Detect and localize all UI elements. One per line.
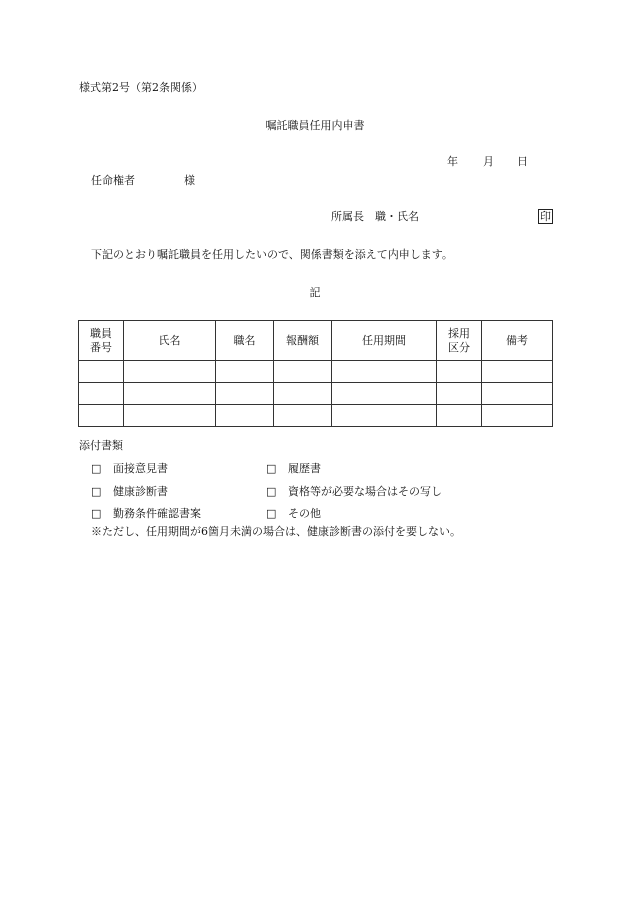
table-cell[interactable] [482, 405, 553, 427]
table-cell[interactable] [332, 383, 437, 405]
attachment-item-other[interactable] [266, 507, 321, 521]
table-cell[interactable] [332, 405, 437, 427]
table-cell[interactable] [79, 383, 124, 405]
attachments-heading: 添付書類 [79, 439, 123, 452]
table-cell[interactable] [274, 405, 332, 427]
table-cell[interactable] [437, 405, 482, 427]
page-title: 嘱託職員任用内申書 [265, 119, 365, 132]
table-cell[interactable] [124, 361, 216, 383]
attachment-item-qualification-copy[interactable] [266, 485, 442, 499]
attachments-note: ※ただし、任用期間が6箇月未満の場合は、健康診断書の添付を要しない。 [91, 525, 461, 538]
form-number: 様式第2号（第2条関係） [79, 81, 203, 94]
checkbox-icon[interactable]: □ [91, 485, 102, 498]
attachment-item-working-conditions[interactable] [91, 507, 201, 521]
date-month-label: 月 [483, 155, 494, 168]
column-header-hiring-category: 採用 区分 [437, 321, 482, 361]
table-cell[interactable] [437, 361, 482, 383]
column-header-remuneration: 報酬額 [274, 321, 332, 361]
attachment-label: 勤務条件確認書案 [113, 507, 201, 520]
attachment-item-health-certificate[interactable] [91, 485, 168, 499]
table-cell[interactable] [332, 361, 437, 383]
attachment-label: 資格等が必要な場合はその写し [288, 485, 442, 498]
table-cell[interactable] [216, 383, 274, 405]
roster-table [78, 320, 553, 427]
attachment-label: 履歴書 [288, 462, 321, 475]
intro-text: 下記のとおり嘱託職員を任用したいので、関係書類を添えて内申します。 [91, 248, 453, 261]
checkbox-icon[interactable]: □ [91, 462, 102, 475]
checkbox-icon[interactable]: □ [266, 485, 277, 498]
table-header-row [79, 321, 553, 361]
table-cell[interactable] [216, 361, 274, 383]
table-cell[interactable] [216, 405, 274, 427]
seal-mark: 印 [540, 210, 551, 223]
date-year-label: 年 [447, 155, 458, 168]
table-row [79, 383, 553, 405]
table-cell[interactable] [482, 383, 553, 405]
date-day-label: 日 [517, 155, 528, 168]
addressee-honorific: 様 [184, 174, 195, 187]
table-cell[interactable] [437, 383, 482, 405]
column-header-job-title: 職名 [216, 321, 274, 361]
applicant-label: 所属長 職・氏名 [331, 210, 419, 223]
attachment-item-resume[interactable] [266, 462, 321, 476]
ki-heading: 記 [309, 286, 321, 299]
table-cell[interactable] [274, 361, 332, 383]
table-cell[interactable] [274, 383, 332, 405]
table-cell[interactable] [124, 383, 216, 405]
table-cell[interactable] [79, 361, 124, 383]
attachment-label: 面接意見書 [113, 462, 168, 475]
table-row [79, 405, 553, 427]
checkbox-icon[interactable]: □ [266, 507, 277, 520]
column-header-name: 氏名 [124, 321, 216, 361]
addressee-label: 任命権者 [91, 174, 135, 187]
attachment-label: その他 [288, 507, 321, 520]
table-row [79, 361, 553, 383]
table-cell[interactable] [482, 361, 553, 383]
column-header-staff-number: 職員 番号 [79, 321, 124, 361]
table-cell[interactable] [124, 405, 216, 427]
table-cell[interactable] [79, 405, 124, 427]
attachment-item-interview-opinion[interactable] [91, 462, 168, 476]
checkbox-icon[interactable]: □ [266, 462, 277, 475]
checkbox-icon[interactable]: □ [91, 507, 102, 520]
column-header-remarks: 備考 [482, 321, 553, 361]
column-header-appointment-period: 任用期間 [332, 321, 437, 361]
attachment-label: 健康診断書 [113, 485, 168, 498]
